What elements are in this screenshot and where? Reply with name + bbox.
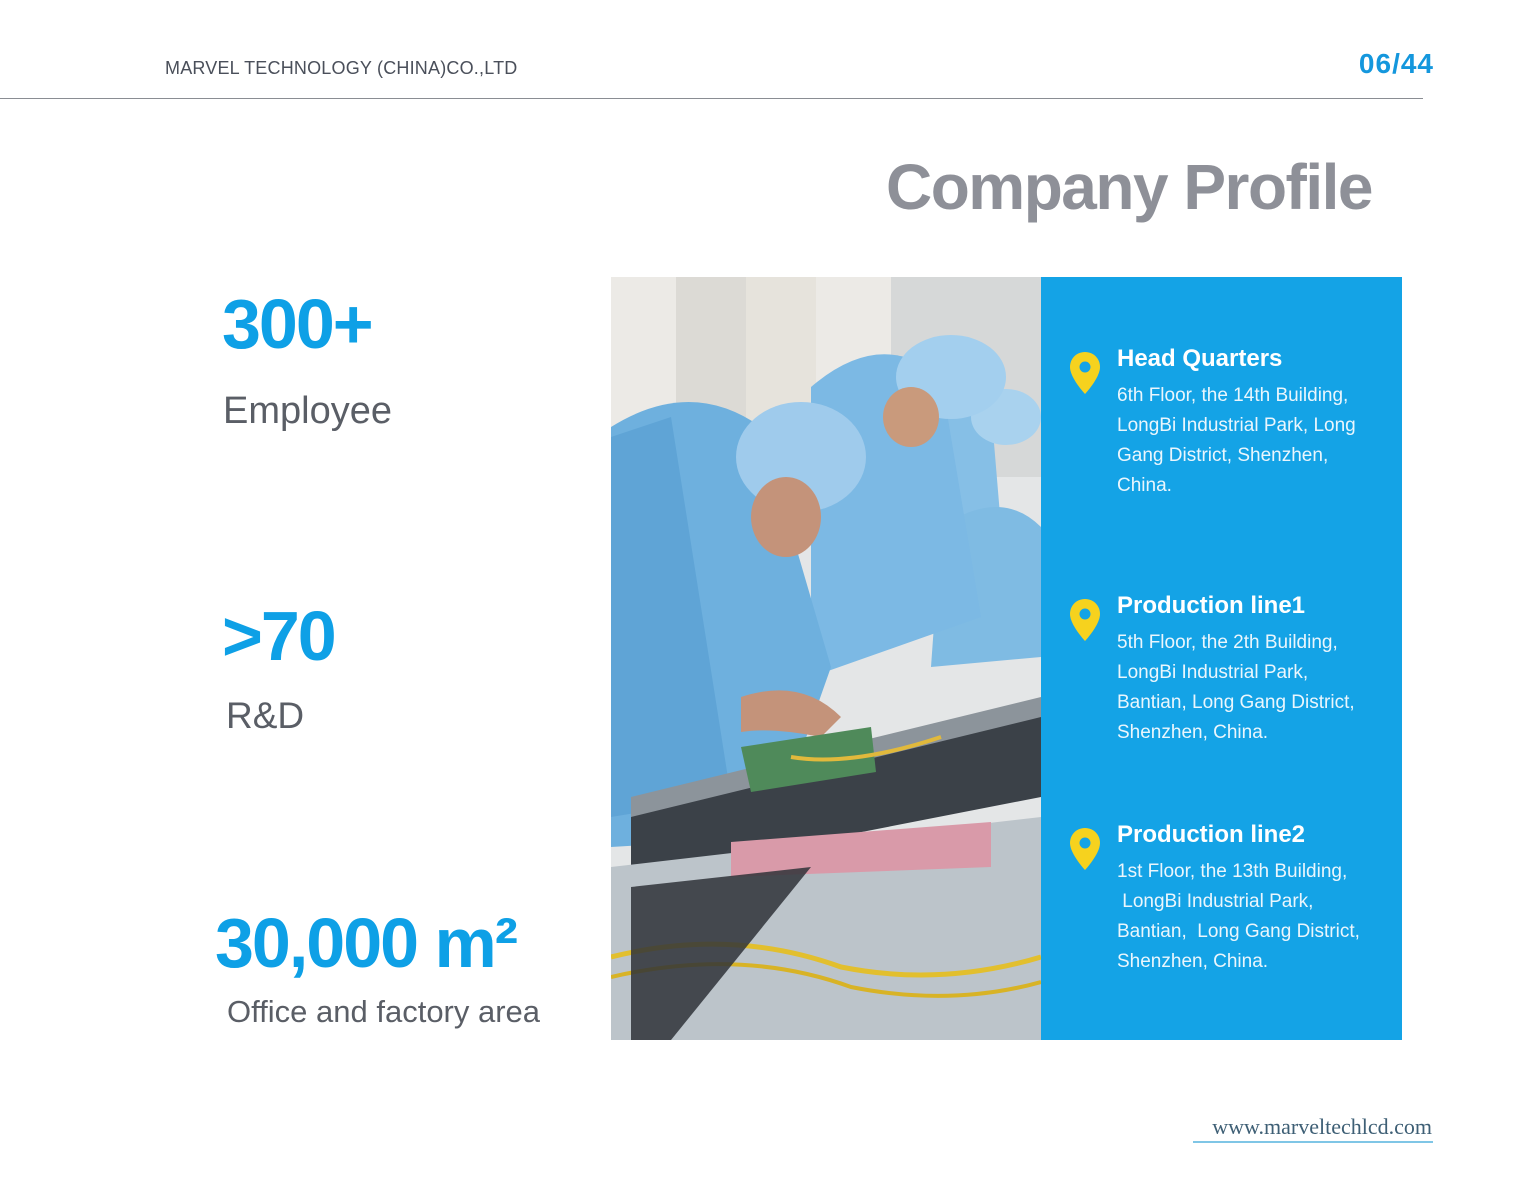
- map-pin-icon: [1069, 351, 1101, 395]
- address-line: Shenzhen, China.: [1117, 722, 1269, 743]
- website-link[interactable]: www.marveltechlcd.com: [1212, 1114, 1432, 1139]
- rnd-count: >70: [222, 597, 335, 675]
- header-divider: [0, 98, 1423, 99]
- address-line: 6th Floor, the 14th Building,: [1117, 385, 1349, 406]
- website-underline: [1193, 1141, 1433, 1143]
- address-line: LongBi Industrial Park,: [1117, 662, 1309, 683]
- area-value: 30,000 m²: [215, 904, 517, 982]
- address-line: LongBi Industrial Park,: [1117, 891, 1314, 912]
- factory-workers-photo: [611, 277, 1041, 1040]
- location-title: Head Quarters: [1117, 345, 1283, 372]
- address-line: Shenzhen, China.: [1117, 951, 1269, 972]
- employee-count: 300+: [222, 285, 372, 363]
- area-label: Office and factory area: [227, 994, 541, 1029]
- address-line: 5th Floor, the 2th Building,: [1117, 632, 1338, 653]
- location-title: Production line1: [1117, 592, 1306, 619]
- address-line: China.: [1117, 475, 1172, 496]
- employee-label: Employee: [223, 390, 392, 432]
- rnd-label: R&D: [226, 695, 305, 736]
- locations-panel: [1041, 277, 1402, 1040]
- map-pin-icon: [1069, 827, 1101, 871]
- address-line: 1st Floor, the 13th Building,: [1117, 861, 1348, 882]
- address-line: LongBi Industrial Park, Long: [1117, 415, 1356, 436]
- address-line: Bantian, Long Gang District,: [1117, 692, 1355, 713]
- address-line: Bantian, Long Gang District,: [1117, 921, 1360, 942]
- page-number: 06/44: [1358, 48, 1434, 79]
- location-title: Production line2: [1117, 821, 1306, 848]
- page-title: Company Profile: [885, 151, 1372, 223]
- address-line: Gang District, Shenzhen,: [1117, 445, 1329, 466]
- company-name: MARVEL TECHNOLOGY (CHINA)CO.,LTD: [165, 58, 518, 78]
- map-pin-icon: [1069, 598, 1101, 642]
